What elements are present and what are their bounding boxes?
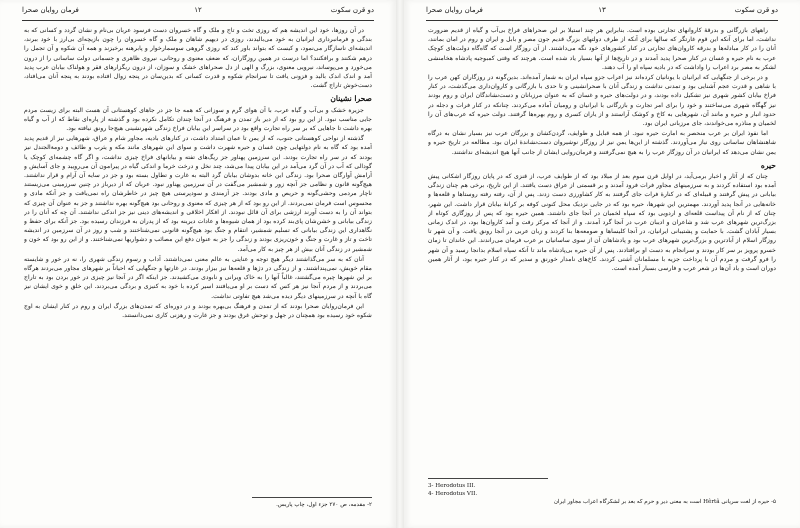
- paragraph: گذشته از نواحی کوهستانی جنوب، که از یمن تا عمان امتداد داشت، در کنارهای بادیه، مجاور شام و عراق، شهرهایی نیز از قدیم پدید آمده بود که گاه به نام دولتهایی چون غسان و حیره شهرت داشت و سوای این شهرهای مانند مکه و یثرب و طائف و دومة‌الجندل نیز بودند که در سر راه تجارت بودند. این سرزمین پهناور جز ریگ‌های تفته و بیابانهای فراخ چیزی نداشت، و اگر گاه چشمه‌ای کوچک یا گودالی که آب در آن گرد می‌آمد در این بیابان پیدا می‌شد، چند نخل و درخت خرما و اندکی گیاه در پیرامون آن می‌رویید و جای آسایش و آرامش آوارگان صحرا بود. زندگی این خانه بدوشان بیابان گرد البته به غارت و تطاول بسته بود و جز در سایه آن آرام و قرار نداشتند. هیچ‌گونه قانون و نظامی جز آنچه زور و شمشیر می‌گفت در آن سرزمین پهناور نبود. عربان که از دیرباز در چنین سرزمینی می‌زیستند ناچار مردمی وحشی‌گونه و حریص و مادی بودند. جز آزمندی و سودپرستی هیچ چیز در خاطرشان راه نمی‌یافت و جز آنکه مادی و محسوس است فرمان نمی‌بردند. از این رو بود که از هر چیزی که معنوی و روحانی بود هیچ‌گونه بهره نداشتند و جز به عنوان آن چیزی که بتواند آن را به دست آورند ارزشی برای آن قائل نبودند. از افکار اخلاقی و اندیشه‌های دینی نیز جز اندکی نداشتند. آن چه که آنان را در زندگی بیابانی و خشن‌شان پای‌بند کرده بود از همان شیوه‌ها و عادات دیرینه بود که از پدران به فرزندان رسیده بود. جز آنکه برای حفظ و نگاهداری این زندگی بیابانی که تسلیم شمشیر، انتقام و جنگ بود هیچ‌گونه قانونی نمی‌شناختند و شب و روز در آن سرزمین در اندیشه تاخت و تاز و غارت و جنگ و خون‌ریزی بودند و زندگی را جز به عنوان دفع این مصائب و دشواریها نمی‌شناختند. و از این رو بود که خون و شمشیر در زندگی آنان بیش از هر چیز به کار می‌آمد.: [24, 135, 372, 253]
- section-title: صحرا نشینان: [330, 94, 372, 104]
- running-head: فرمان روایان صحرا: [22, 6, 79, 14]
- footnote: ۵- حیره از لغت سریانی Hêrtâ است به معنی دیر و حرم که بعد بر لشکرگاه اعراب مجاور ایران: [553, 499, 776, 505]
- header-rule: [22, 20, 374, 21]
- book-title: دو قرن سکوت: [734, 6, 778, 14]
- section-title: حیره: [760, 160, 776, 170]
- right-page-header: [426, 6, 778, 20]
- paragraph: جزیرة خشک و بی‌آب و گیاه عرب، با آن هوای گرم و سوزانی که همه جا جز در جاهای کوهستانی آن هست البته برای زیست مردم جایی مناسب نبود. از این رو بود که از دیر باز تمدن و فرهنگ در آنجا چندان تکامل نکرده بود و گذشته از پاره‌ای نقاط که از آب و گیاه بهره داشت تا جاهایی که بر سر راه تجارت واقع بود در سراسر این بیابان فراخ زندگی شهرنشینی هیچ‌جا رونق نیافته بود.: [24, 106, 372, 133]
- paragraph: این فرمان‌روایان صحرا بودند که از تمدن و فرهنگ بی‌بهره بودند و در دوره‌ای که تمدن‌های بزرگ ایران و روم در کنار ایشان به اوج شکوه خود رسیده بود همچنان در جهل و توحش غرق بودند و جز غارت و رهزنی کاری نمی‌دانستند.: [24, 302, 372, 320]
- footnote: 3- Herodotus III.: [428, 483, 476, 489]
- paragraph: چنان که از آثار و اخبار برمی‌آید، در اوایل قرن سوم بعد از میلاد بود که از طوایف عرب، از قنزی که در پایان روزگار اشکانی پیش آمده بود استفاده کردند و به سرزمینهای مجاور فرات فرود آمدند و بر قسمتی از عراق دست یافتند. از این تاریخ، برخی هم چنان زندگی بیابانی در پیش گرفتند و قبیله‌ای که در کنارهٔ فرات جای گرفتند به کار کشاورزی دست زدند. پس از آن، رفته رفته روستاها و قلعه‌ها و خانه‌هایی در آنجا پدید آوردند. مهمترین این شهرها، حیره بود که در جایی نزدیک محل کنونی کوفه بر کرانهٔ بیابان قرار داشت. این شهر، چنان که از نام آن پیداست قلعه‌ای و اردویی بود که سپاه لخمیان در آنجا جای داشتند. همین حیره بود که پس از روزگاری کوتاه از بزرگ‌ترین شهرهای عرب شد و شاعران و ادیبان عرب در آنجا گرد آمدند. و از آنجا که مرکز رفت و آمد کاروان‌ها بود، در اندک زمانی بسیار آبادان گشت. با حمایت و پشتیبانی ایرانیان، در آنجا کلیساها و صومعه‌ها بنا کردند و زبان عربی در آنجا رونق یافت. و آن شهر تا روزگار اسلام از آباد‌ترین و بزرگ‌ترین شهرهای عرب بود و پادشاهان آن از سوی ساسانیان بر عرب فرمان می‌راندند. این خاندان تا زمان خسرو پرویز بر سر کار بودند و سرانجام به دست او برافتادند. پس از آن حیره بی‌پادشاه ماند تا آنکه سپاه اسلام بدانجا رسید و آن شهر را فرو گرفت و مردم آن با پرداخت جزیه با مسلمانان آشتی کردند. کاخ‌های نامدار خورنق و سدیر که در کنار حیره بود، از آثار همین دوران است و یاد آن‌ها در شعر عرب و فارسی بسیار آمده است.: [428, 173, 776, 273]
- paragraph: آنان که به سر می‌گذاشتند دیگر هیچ توجه و عنایتی به عالم معنی نمی‌داشتند. آداب و رسوم زندگی شهری را، نه در خور و شایسته مقام خویش، نمی‌پنداشتند. و از زندگی در دژها و قلعه‌ها نیز بیزار بودند. در غارتها و جنگهایی که احیاناً بر شهرهای مجاور می‌بردند هرگاه بر این شهرها چیره می‌گشتند، غالباً آنها را به خاک ویرانی و نابودی می‌کشیدند. جز اینکه اگر در آنجا نیز چیزی در خور بردن بود به تاراج می‌بردند و از مردم آنجا نیز هر کس که دست بر او می‌یافتند اسیر کرده با خود به کنیزی و بردگی می‌بردند. این خلق و خوی ایشان نیز گاه با آنچه در سرزمینهای دیگر دیده می‌شد هیچ تفاوتی نداشت.: [24, 255, 372, 300]
- paragraph: در آن روزها، خود این اندیشه هم که روزی تخت و تاج و ملک و گاه خسروان دست فرسود عربان بی‌نام و نشان گردد و کسانی که به بندگی و فرمانبرداری ایرانیان به خود می‌بالیدند، روزی در دیهیم شاهان و ملک و گاه خسروان را چون بازیچه‌ای بی‌ارز با خود ببرند، اندیشه‌ای ناسازگار می‌نمود، و کیست که بتواند باور کند که روزی گروهی سوسمارخوار و پابرهنه برخیزند و همه آن شکوه و آن تجمل را درهم شکنند و برافکنند؟ اما درست در همین روزگاران، که ضعف معنوی و روحانی، نیروی ظاهری و جسمانی دولت ساسانی را از درون می‌خورد و می‌پوساند، نیرویی معنوی، بزرگ و الهی از دل صحراهای خشک و سوزان، از درون ریگزارهای فقر و هولناک بیابان عرب پدید آمد و اندک اندک بالید و فزونی یافت تا سرانجام شکوه و قدرت کسانی که بدین‌سان در پنجه زوال افتاده بودند به پنجه آنان می‌افتاد، دست‌خوش تاراج گشت.: [24, 27, 372, 90]
- footnote: 4- Herodotus VII.: [428, 491, 478, 497]
- right-page-body: [428, 26, 776, 472]
- footnote-rule: [428, 478, 548, 479]
- footnote-rule: [252, 497, 372, 498]
- left-page: [0, 0, 396, 528]
- left-page-header: [22, 6, 374, 20]
- paragraph: و در برخی از جنگهایی که ایرانیان با یونانیان کرده‌اند نیز اعراب جزو سپاه ایران به شمار آمده‌اند. بدین‌گونه در روزگاران کهن عرب را با شاهی و قدرت عجم آشنایی بود و تمدنی نداشت و زندگی آنان با صحرانشینی و تا حدی با بازرگانی و کاروان‌داری می‌گذشت، در کنار فراخ بیابان کشور شهری نیز تشکیل داده بودند، و در دولت‌های حیره و غسان که به عنوان مرزبانان و دست‌نشاندگان ایران و روم بودند نیز گهگاه شهری می‌ساختند و خود را برای امر تجارت و بازرگانی با ایرانیان و رومیان آماده می‌کردند. چنانکه در کنار فرات و دجله در حدود انبار و حیره و مانند آن، شهرهایی به کاخ و کوشک آراستند و از یاران کسری و روم بهره‌ها گرفتند. دولت حیره که عرب‌های آن را لخمیان و مناذره می‌خواندند، جای مرزبانی ایران بود.: [428, 74, 776, 128]
- footnotes: [24, 501, 372, 509]
- running-head: فرمان روایان صحرا: [426, 6, 483, 14]
- book-title: دو قرن سکوت: [330, 6, 374, 14]
- right-page: [404, 0, 800, 528]
- footnote: ۲- مقدمه، ص ۲۷۰ جزء اول، چاپ پاریس.: [276, 502, 372, 508]
- footnotes: [428, 482, 776, 506]
- book-gutter: [396, 0, 404, 528]
- page-number: ۱۲: [194, 6, 202, 14]
- page-number: ۱۳: [598, 6, 606, 14]
- paragraph: اما نفوذ ایران بر عرب منحصر به امارت حیره نبود. از همه قبایل و طوایف، گردن‌کشان و بزرگان عرب نیز بسیار نشان به درگاه شاهنشاهان ساسانی روی نیاز می‌آوردند. گذشته از این‌ها یمن نیز از روزگار نوشیروان دست‌نشاندهٔ ایران بود. مطالعه در تاریخ حیره و یمن نشان می‌دهد که ایرانیان در آن روزگار عرب را به هیچ نمی‌گرفتند و فرمان‌روایی ایشان از جانب آنها هیچ اندیشه‌ای نداشتند.: [428, 130, 776, 156]
- left-page-body: [24, 26, 372, 488]
- header-rule: [426, 20, 778, 21]
- paragraph: راههای بازرگانی و بدرقهٔ کاروانهای تجارتی بوده است. بنابراین هر چند استیلا بر این صحراهای فراخ بی‌آب و گیاه از قدیم ضرورت نداشت، اما برای آنکه این قوم غارتگر که سالها برای آنکه از طرف دولتهای بزرگ قدیم جون مصر و بابل و ایران و روم در امان بمانند، آنان را در کار مبادله‌ها و بدرقه کاروان‌های تجارتی در کنار کشورهای خود نگه می‌داشتند. از آن روزگار است که گاه‌گاه دولت‌های کوچک عرب به نام حیره و غسان در کنار صحرا پدید آمدند و در تاریخ‌ها از آنها بسیار یاد شده است. هرچند که وقتی کمبوجیه پادشاه هخامنشی لشکر به مصر برد اعراب را واداشت که در بادیه سپاه او را آب دهند.: [428, 27, 776, 71]
